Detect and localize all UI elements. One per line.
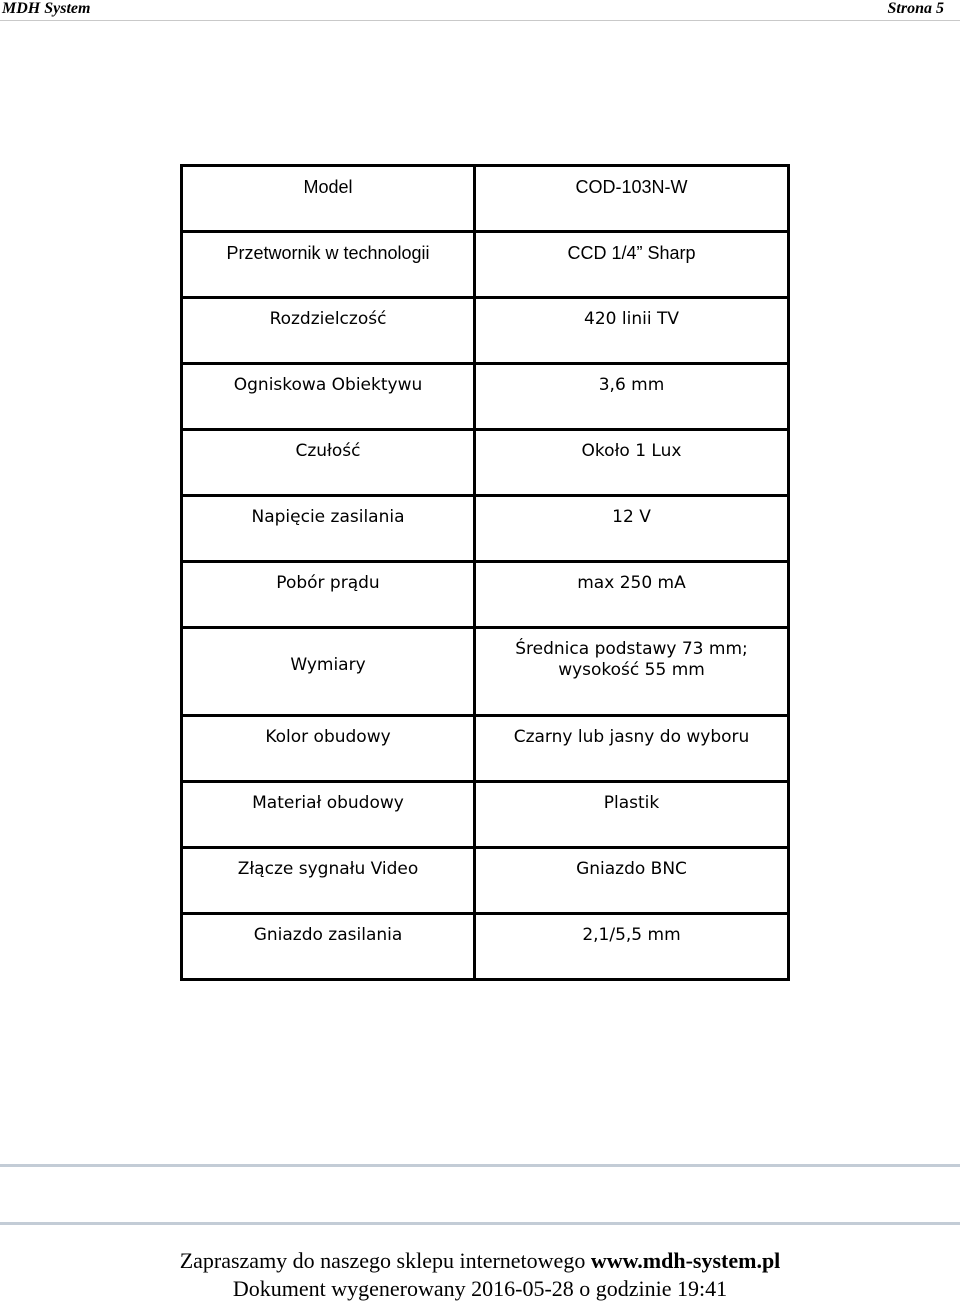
spec-value: 2,1/5,5 mm bbox=[475, 914, 789, 980]
spec-label: Napięcie zasilania bbox=[182, 496, 475, 562]
spec-value: Około 1 Lux bbox=[475, 430, 789, 496]
table-row bbox=[182, 716, 789, 782]
table-row bbox=[182, 298, 789, 364]
table-row bbox=[182, 782, 789, 848]
spec-label: Przetwornik w technologii bbox=[182, 232, 475, 298]
table-row bbox=[182, 914, 789, 980]
spec-label: Czułość bbox=[182, 430, 475, 496]
spec-value-line: Średnica podstawy 73 mm; bbox=[515, 639, 748, 659]
spec-value: CCD 1/4” Sharp bbox=[475, 232, 789, 298]
page-header bbox=[0, 0, 960, 21]
spec-label: Ogniskowa Obiektywu bbox=[182, 364, 475, 430]
header-title: MDH System bbox=[2, 0, 91, 17]
shop-link[interactable]: www.mdh-system.pl bbox=[590, 1248, 781, 1273]
footer-divider-bottom bbox=[0, 1222, 960, 1225]
spec-value: max 250 mA bbox=[475, 562, 789, 628]
footer-generated-date: Dokument wygenerowany 2016-05-28 o godzinie 19:41 bbox=[232, 1276, 728, 1301]
spec-value: Plastik bbox=[475, 782, 789, 848]
spec-value: 3,6 mm bbox=[475, 364, 789, 430]
spec-label: Pobór prądu bbox=[182, 562, 475, 628]
spec-label: Złącze sygnału Video bbox=[182, 848, 475, 914]
table-row bbox=[182, 496, 789, 562]
footer-invite-text: Zapraszamy do naszego sklepu internetowego bbox=[179, 1248, 586, 1273]
spec-label: Wymiary bbox=[182, 628, 475, 716]
spec-value: Czarny lub jasny do wyboru bbox=[475, 716, 789, 782]
table-row bbox=[182, 848, 789, 914]
table-row bbox=[182, 364, 789, 430]
spec-value: 12 V bbox=[475, 496, 789, 562]
spec-label: Model bbox=[182, 166, 475, 232]
spec-value-line: wysokość 55 mm bbox=[558, 660, 705, 680]
spec-label: Rozdzielczość bbox=[182, 298, 475, 364]
footer-divider-top bbox=[0, 1164, 960, 1167]
spec-table bbox=[180, 164, 790, 981]
spec-label: Gniazdo zasilania bbox=[182, 914, 475, 980]
spec-value: 420 linii TV bbox=[475, 298, 789, 364]
spec-value: COD-103N-W bbox=[475, 166, 789, 232]
table-row bbox=[182, 166, 789, 232]
spec-label: Materiał obudowy bbox=[182, 782, 475, 848]
table-row bbox=[182, 628, 789, 716]
table-row bbox=[182, 562, 789, 628]
spec-label: Kolor obudowy bbox=[182, 716, 475, 782]
spec-value: Gniazdo BNC bbox=[475, 848, 789, 914]
page-footer bbox=[0, 1247, 960, 1303]
footer-line-shop bbox=[0, 1247, 960, 1275]
spec-value bbox=[475, 628, 789, 716]
table-row bbox=[182, 232, 789, 298]
table-row bbox=[182, 430, 789, 496]
page-number: Strona 5 bbox=[887, 0, 944, 17]
